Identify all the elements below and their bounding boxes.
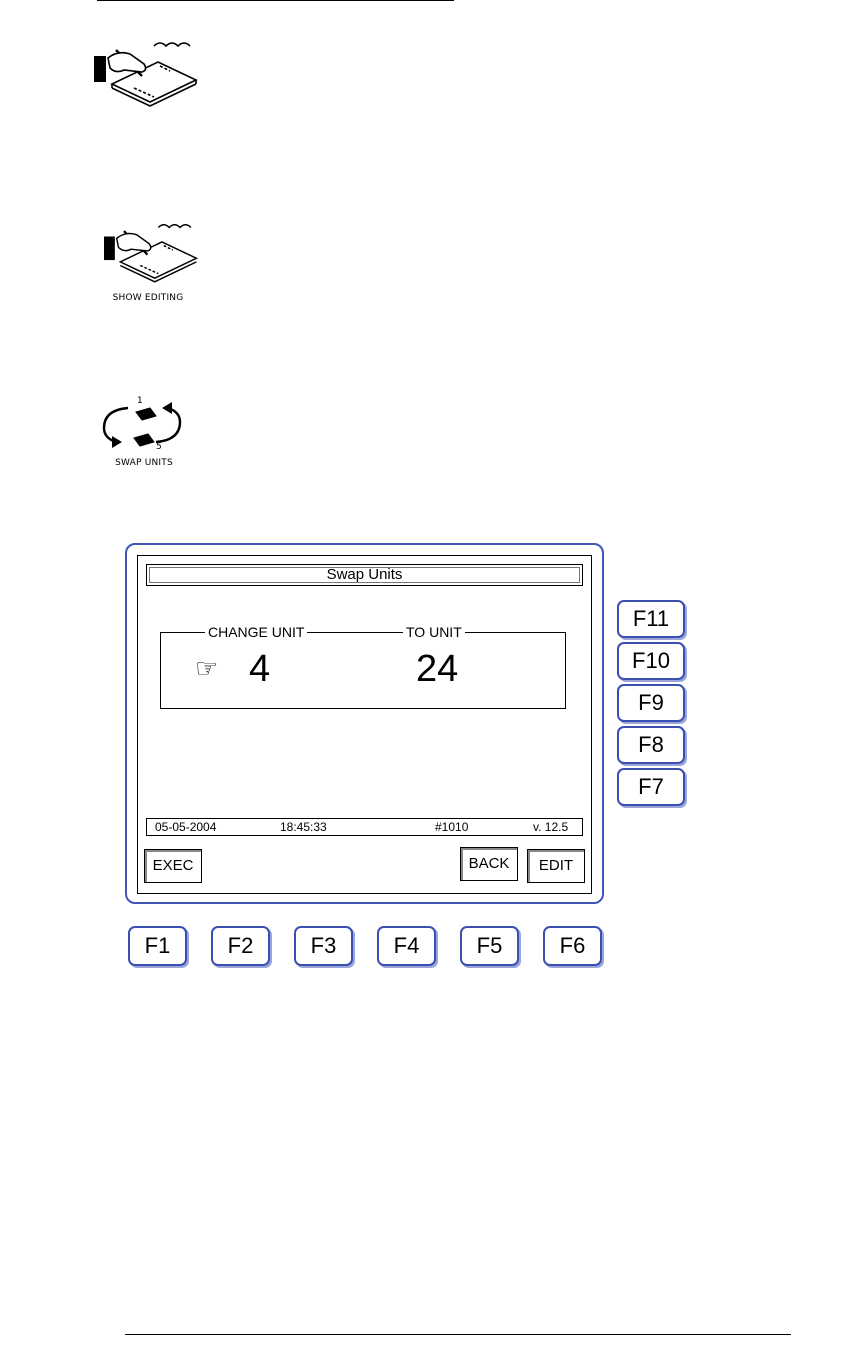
fkey-f2[interactable]: F2 — [211, 926, 270, 966]
swap-units-badge-1: 1 — [137, 396, 143, 406]
fkey-f10[interactable]: F10 — [617, 642, 685, 680]
fkey-f5[interactable]: F5 — [460, 926, 519, 966]
fkey-f6[interactable]: F6 — [543, 926, 602, 966]
change-unit-value[interactable]: 4 — [249, 648, 271, 690]
edit-button[interactable]: EDIT — [527, 849, 585, 883]
exec-button[interactable]: EXEC — [144, 849, 202, 883]
fkey-f1[interactable]: F1 — [128, 926, 187, 966]
swap-units-caption: SWAP UNITS — [115, 458, 173, 468]
show-editing-caption: SHOW EDITING — [112, 293, 184, 303]
status-bar — [146, 818, 583, 836]
to-unit-value[interactable]: 24 — [416, 648, 459, 690]
back-button[interactable]: BACK — [460, 847, 518, 881]
swap-units-icon — [98, 398, 186, 454]
swap-units-group — [160, 624, 566, 709]
show-editing-icon — [94, 36, 200, 108]
fkey-f7[interactable]: F7 — [617, 768, 685, 806]
lcd-screen — [137, 555, 592, 894]
bottom-divider — [125, 1334, 791, 1335]
status-date: 05-05-2004 — [155, 820, 217, 834]
show-editing-icon — [104, 216, 200, 286]
fkey-f11[interactable]: F11 — [617, 600, 685, 638]
status-id: #1010 — [435, 820, 469, 834]
change-unit-label: CHANGE UNIT — [205, 624, 307, 640]
fkey-f8[interactable]: F8 — [617, 726, 685, 764]
to-unit-label: TO UNIT — [403, 624, 465, 640]
top-divider — [97, 0, 454, 1]
swap-units-badge-5: 5 — [156, 442, 162, 452]
screen-title: Swap Units — [146, 564, 583, 586]
fkey-f3[interactable]: F3 — [294, 926, 353, 966]
status-time: 18:45:33 — [280, 820, 327, 834]
fkey-f9[interactable]: F9 — [617, 684, 685, 722]
pointing-hand-icon: ☞ — [195, 653, 219, 683]
status-version: v. 12.5 — [533, 820, 569, 834]
fkey-f4[interactable]: F4 — [377, 926, 436, 966]
